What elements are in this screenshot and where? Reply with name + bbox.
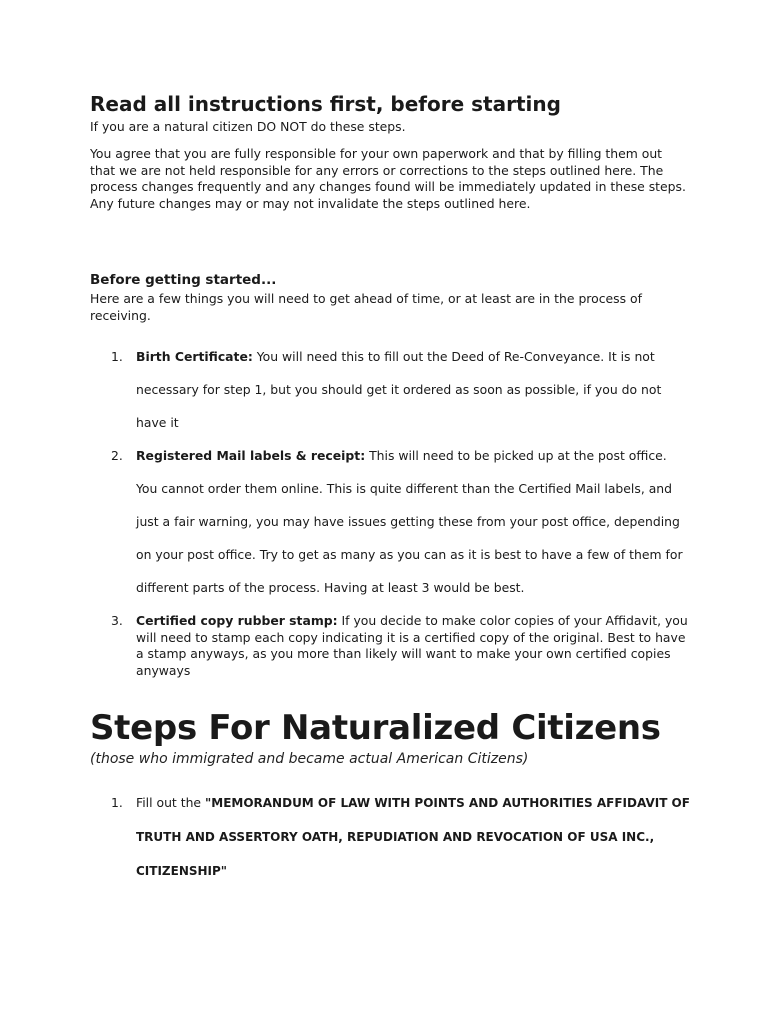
prerequisites-list: [90, 340, 690, 679]
responsibility-disclaimer: You agree that you are fully responsible for your own paperwork and that by filling them out that we are not held responsible for any errors or corrections to the steps outlined here. The process changes frequently and any changes found will be immediately updated in these steps. Any future changes may or may not invalidate the steps outlined here.: [90, 146, 686, 211]
item-text: You will need this to fill out the Deed of Re-Conveyance. It is not necessary for step 1, but you should get it ordered as soon as possible, if you do not have it: [136, 349, 662, 430]
list-number: 1.: [111, 349, 123, 364]
naturalized-section-subtitle: (those who immigrated and became actual American Citizens): [90, 751, 529, 767]
document-name: "MEMORANDUM OF LAW WITH POINTS AND AUTHORITIES AFFIDAVIT OF TRUTH AND ASSERTORY OATH, REPUDIATION AND REVOCATION OF USA INC., CITIZENSHIP": [136, 796, 690, 878]
naturalized-steps-list: [90, 786, 690, 888]
natural-citizen-note: If you are a natural citizen DO NOT do these steps.: [90, 119, 406, 134]
list-number: 3.: [111, 613, 123, 628]
list-item: [90, 439, 690, 604]
list-item: [90, 786, 690, 888]
list-item: [90, 340, 690, 439]
item-text: This will need to be picked up at the post office. You cannot order them online. This is quite different than the Certified Mail labels, and just a fair warning, you may have issues getting these from your post office, depending on your post office. Try to get as many as you can as it is best to have a few of them for different parts of the process. Having at least 3 would be best.: [136, 448, 683, 595]
list-number: 2.: [111, 448, 123, 463]
item-label: Registered Mail labels & receipt:: [136, 448, 366, 463]
before-started-heading: Before getting started...: [90, 272, 277, 288]
item-text: If you decide to make color copies of your Affidavit, you will need to stamp each copy indicating it is a certified copy of the original. Best to have a stamp anyways, as you more than likely will want to make your own certified copies anyways: [136, 613, 688, 678]
list-number: 1.: [111, 795, 123, 810]
naturalized-section-title: Steps For Naturalized Citizens: [90, 708, 661, 748]
step-prefix: Fill out the: [136, 795, 205, 810]
list-item: [90, 613, 690, 679]
item-label: Birth Certificate:: [136, 349, 253, 364]
item-label: Certified copy rubber stamp:: [136, 613, 338, 628]
before-started-text: Here are a few things you will need to get ahead of time, or at least are in the process of receiving.: [90, 291, 642, 323]
instructions-heading: Read all instructions first, before starting: [90, 92, 561, 116]
